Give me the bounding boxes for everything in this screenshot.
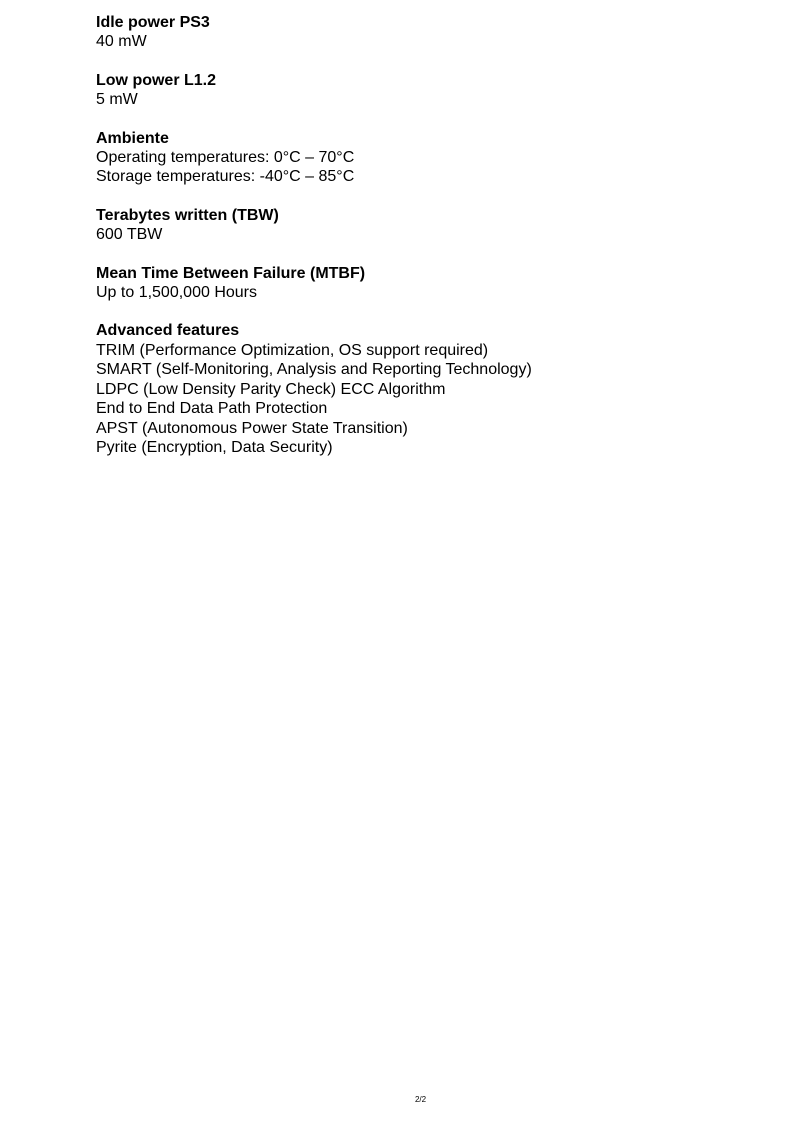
spec-content	[96, 13, 756, 476]
section-title: Ambiente	[96, 129, 169, 147]
spec-section-mtbf	[96, 264, 756, 303]
spec-value: Storage temperatures: -40°C – 85°C	[96, 168, 355, 186]
section-title: Low power L1.2	[96, 71, 217, 89]
spec-value: 5 mW	[96, 91, 138, 109]
spec-value: 600 TBW	[96, 226, 163, 244]
feature-item: SMART (Self-Monitoring, Analysis and Reporting Technology)	[96, 361, 532, 379]
spec-section-ambiente	[96, 129, 756, 187]
feature-item: LDPC (Low Density Parity Check) ECC Algorithm	[96, 380, 446, 398]
section-title: Terabytes written (TBW)	[96, 206, 279, 224]
page-number: 2/2	[414, 1095, 427, 1104]
spec-section-idle-power	[96, 13, 756, 52]
spec-section-tbw	[96, 206, 756, 245]
feature-item: Pyrite (Encryption, Data Security)	[96, 438, 333, 456]
section-title: Mean Time Between Failure (MTBF)	[96, 264, 366, 282]
section-title: Idle power PS3	[96, 14, 210, 31]
spec-value: Up to 1,500,000 Hours	[96, 284, 257, 302]
section-title: Advanced features	[96, 322, 240, 340]
feature-item: End to End Data Path Protection	[96, 400, 328, 418]
feature-item: TRIM (Performance Optimization, OS support required)	[96, 341, 489, 359]
spec-value: Operating temperatures: 0°C – 70°C	[96, 149, 355, 167]
spec-section-advanced-features	[96, 321, 756, 457]
spec-value: 40 mW	[96, 33, 147, 51]
feature-item: APST (Autonomous Power State Transition)	[96, 419, 408, 437]
spec-section-low-power	[96, 71, 756, 110]
